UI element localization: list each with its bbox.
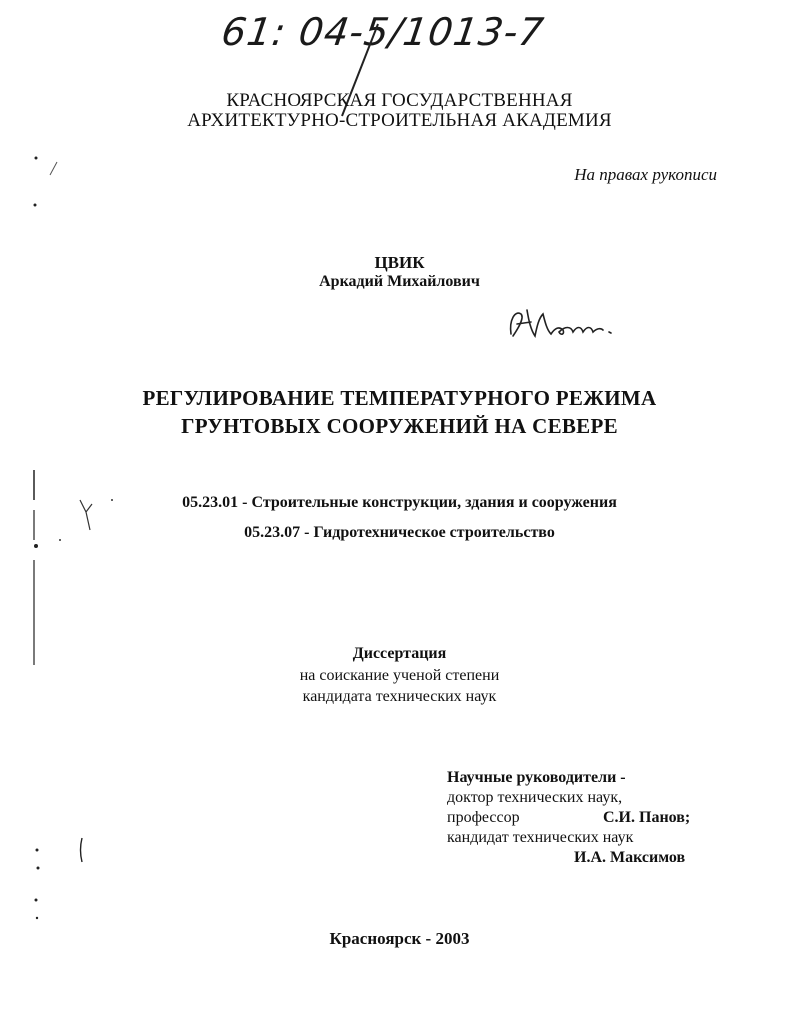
institution-line-1: КРАСНОЯРСКАЯ ГОСУДАРСТВЕННАЯ — [226, 90, 573, 111]
institution-line-2: АРХИТЕКТУРНО-СТРОИТЕЛЬНАЯ АКАДЕМИЯ — [187, 110, 612, 131]
supervisors-line-1: доктор технических наук, — [447, 789, 623, 806]
supervisors-line-3: кандидат технических наук — [447, 829, 634, 846]
supervisor-name-2: И.А. Максимов — [574, 849, 686, 866]
supervisors-heading: Научные руководители - — [447, 769, 626, 786]
thesis-title-line-2: ГРУНТОВЫХ СООРУЖЕНИЙ НА СЕВЕРЕ — [181, 414, 618, 438]
thesis-title-line-1: РЕГУЛИРОВАНИЕ ТЕМПЕРАТУРНОГО РЕЖИМА — [142, 386, 657, 410]
supervisor-name-1: С.И. Панов; — [603, 809, 691, 826]
specialty-2: 05.23.07 - Гидротехническое строительство — [244, 524, 555, 541]
scan-artifacts — [0, 0, 130, 1034]
author-surname: ЦВИК — [374, 253, 425, 272]
specialty-1: 05.23.01 - Строительные конструкции, здания и сооружения — [182, 494, 617, 511]
city-year: Красноярск - 2003 — [329, 929, 470, 948]
author-signature — [505, 300, 625, 345]
dissertation-heading: Диссертация — [352, 645, 447, 662]
dissertation-line-1: на соискание ученой степени — [299, 667, 500, 684]
archive-code: 61: 04-5/1013-7 — [218, 10, 547, 54]
author-given-names: Аркадий Михайлович — [319, 273, 480, 290]
dissertation-line-2: кандидата технических наук — [302, 688, 497, 705]
manuscript-note: На правах рукописи — [574, 165, 717, 184]
supervisors-role: профессор — [447, 809, 520, 826]
